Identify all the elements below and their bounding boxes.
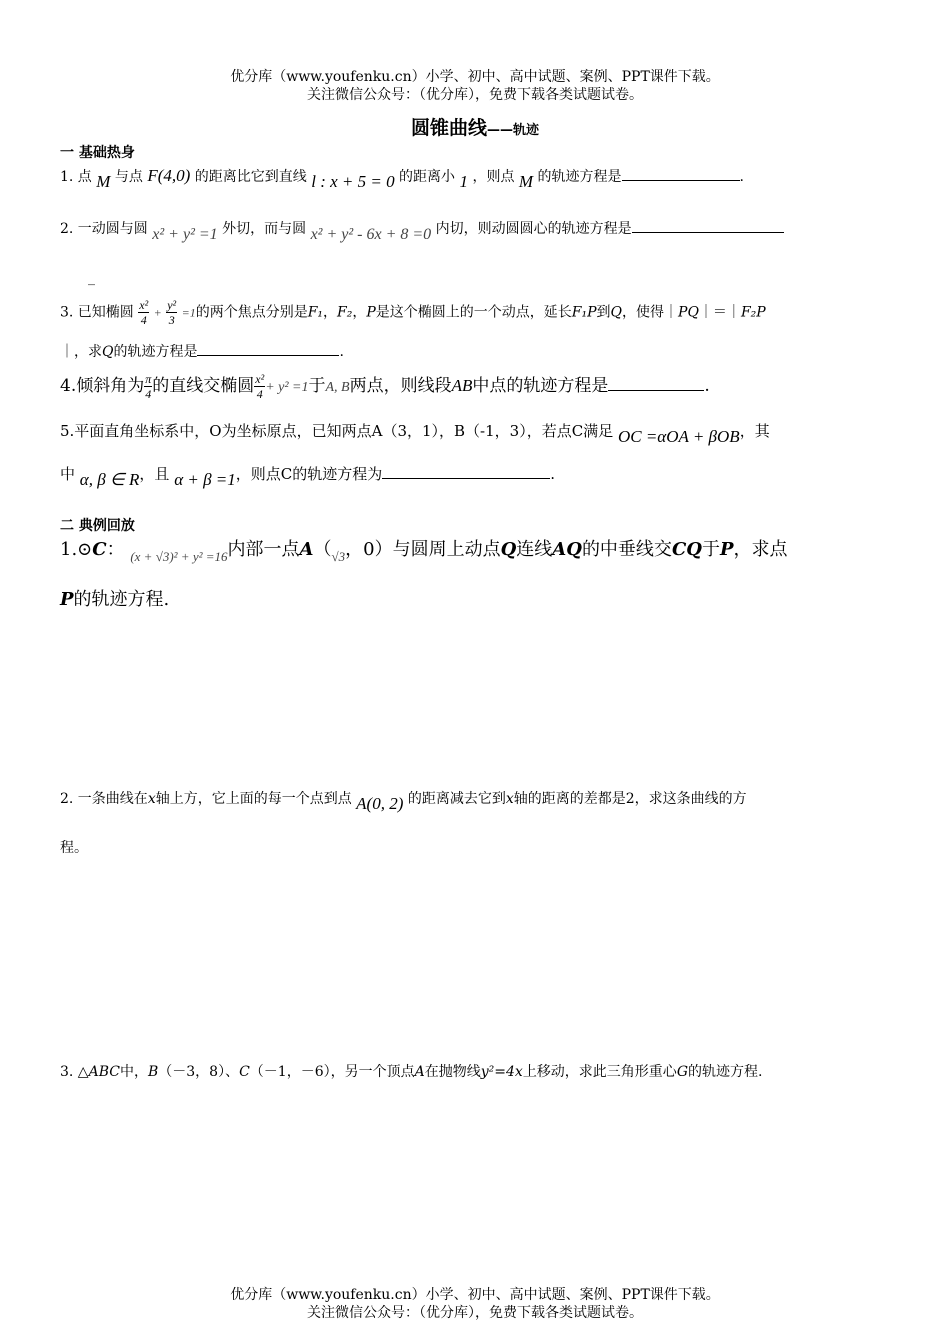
math-circle-C: (x + √3)² + y² =16	[130, 549, 228, 564]
question-5: 5.平面直角坐标系中，O为坐标原点，已知两点A（3，1），B（-1，3），若点C满足 OC =αOA + βOB，其	[60, 422, 770, 446]
section-heading-basic: 一 基础热身	[60, 145, 135, 161]
header-line-2: 关注微信公众号：（优分库），免费下载各类试题试卷。	[307, 87, 643, 103]
question-2: 2. 一动圆与圆 x² + y² =1 外切，而与圆 x² + y² - 6x + 8 =0 内切，则动圆圆心的轨迹方程是	[60, 218, 890, 239]
answer-blank	[622, 166, 740, 181]
example-1: 1.⊙C： $_{(x + √3)^2 + y^2 =16}$内部一点$A(_{√3}$，0）与圆周上动点Q连线AQ的中垂线交CQ于P，求点	[60, 539, 788, 564]
question-4: 4.倾斜角为 $\frac{\pi}{4}$ 的直线交椭圆 $\frac{\text{x²}}{4}$ + y² =1于A, B两点，则线段AB中点的轨迹方程是 .	[60, 372, 710, 401]
footer-line-2: 关注微信公众号：（优分库），免费下载各类试题试卷。	[307, 1305, 643, 1321]
header-line-1: 优分库（www.youfenku.cn）小学、初中、高中试题、案例、PPT课件下载。	[230, 69, 720, 85]
math-circle-1: x² + y² =1	[152, 226, 218, 243]
section-heading-examples: 二 典例回放	[60, 518, 135, 534]
fraction-pi-4: $\frac{\pi}{4}$	[145, 372, 152, 401]
question-3: 3. 已知椭圆 $\frac{\text{x²}}{4}$ + $\frac{\text{y²}}{3}$ =1的两个焦点分别是F₁，F₂，P是这个椭圆上的一个动点，延长F₁P到Q，使得｜PQ｜＝｜F₂P	[60, 298, 766, 327]
title-sub: 轨迹	[513, 123, 540, 138]
math-point-F: F(4,0)	[147, 166, 191, 185]
math-circle-2: x² + y² - 6x + 8 =0	[310, 226, 432, 243]
answer-blank	[632, 218, 784, 233]
question-5-line-2: 中 α, β ∈ R，且 α + β =1，则点C的轨迹方程为 .	[60, 465, 556, 489]
question-1: 1. 点 M 与点 F(4,0) 的距离比它到直线 l : x + 5 = 0 的距离小 1 ，则点 M 的轨迹方程是 .	[60, 166, 744, 191]
answer-blank	[608, 373, 704, 391]
math-M: M	[96, 172, 111, 191]
footer-line-1: 优分库（www.youfenku.cn）小学、初中、高中试题、案例、PPT课件下载。	[230, 1287, 720, 1303]
question-2-tail: _	[88, 270, 95, 286]
title-dash: ——	[487, 123, 513, 138]
math-vector-eq: OC =αOA + βOB	[617, 427, 740, 446]
math-point-A: A(0, 2)	[356, 794, 404, 813]
question-3-line-2: ｜，求Q的轨迹方程是 .	[60, 341, 890, 362]
example-2-line-2: 程。	[60, 840, 88, 856]
example-1-line-2: P的轨迹方程.	[60, 589, 170, 610]
answer-blank	[382, 464, 550, 479]
fraction-ellipse: $\frac{\text{x²}}{4}$	[255, 372, 265, 401]
example-3: 3. △ABC中，B（－3，8）、C（－1，－6），另一个顶点A在抛物线y²=4x上移动，求此三角形重心G的轨迹方程.	[60, 1064, 763, 1080]
page-title	[0, 113, 950, 140]
fraction-x2-4: $\frac{\text{x²}}{4}$	[139, 298, 149, 327]
answer-blank	[197, 341, 339, 356]
fraction-y2-3: $\frac{\text{y²}}{3}$	[167, 298, 177, 327]
title-main: 圆锥曲线	[410, 117, 487, 139]
example-2: 2. 一条曲线在x轴上方，它上面的每一个点到点 A(0, 2) 的距离减去它到x轴的距离的差都是2，求这条曲线的方	[60, 791, 747, 813]
math-line-l: l : x + 5 = 0	[311, 172, 395, 191]
